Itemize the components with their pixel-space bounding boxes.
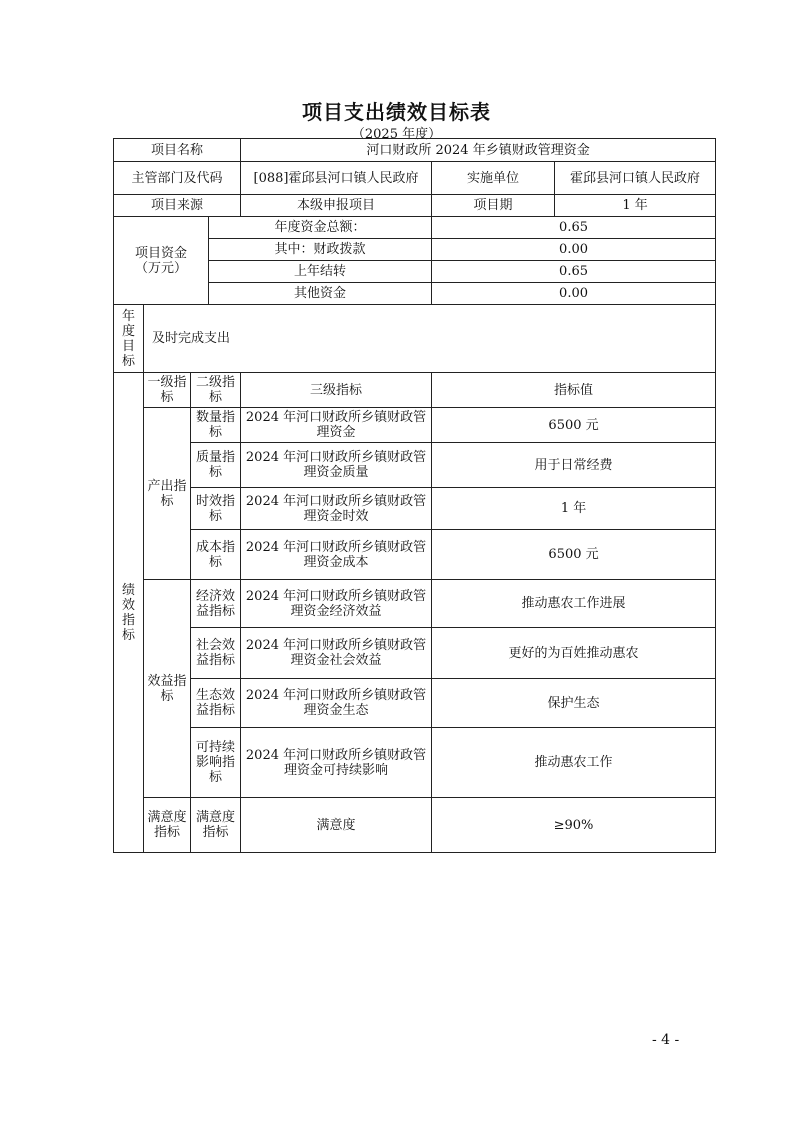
- period-label: 项目期: [432, 195, 555, 217]
- funds-row-label: 年度资金总额：: [209, 217, 432, 239]
- indicator-value-cell: 保护生态: [432, 679, 716, 728]
- funds-row-value: 0.00: [432, 283, 716, 305]
- funds-row-label: 其中：财政拨款: [209, 239, 432, 261]
- funds-row-value: 0.00: [432, 239, 716, 261]
- level2-cell: 可持续影响指标: [191, 728, 241, 798]
- performance-target-table: [113, 138, 716, 853]
- indicator-value-cell: 推动惠农工作进展: [432, 580, 716, 628]
- level3-cell: 2024 年河口财政所乡镇财政管理资金质量: [241, 443, 432, 488]
- level2-cell: 质量指标: [191, 443, 241, 488]
- impl-unit-label: 实施单位: [432, 162, 555, 195]
- level3-cell: 2024 年河口财政所乡镇财政管理资金成本: [241, 530, 432, 580]
- source-value: 本级申报项目: [241, 195, 432, 217]
- funds-label-line1: 项目资金: [134, 245, 187, 261]
- project-name-label: 项目名称: [114, 139, 241, 162]
- funds-row-label: 上年结转: [209, 261, 432, 283]
- level3-cell: 2024 年河口财政所乡镇财政管理资金可持续影响: [241, 728, 432, 798]
- impl-unit-value: 霍邱县河口镇人民政府: [555, 162, 716, 195]
- benefit-indicator-label: 效益指标: [144, 580, 191, 798]
- header-level2: 二级指标: [191, 373, 241, 408]
- document-title: 项目支出绩效目标表: [302, 100, 491, 124]
- level2-cell: 经济效益指标: [191, 580, 241, 628]
- dept-label: 主管部门及代码: [114, 162, 241, 195]
- level3-cell: 2024 年河口财政所乡镇财政管理资金时效: [241, 488, 432, 530]
- period-value: 1 年: [555, 195, 716, 217]
- indicator-value-cell: 6500 元: [432, 408, 716, 443]
- funds-label-line2: （万元）: [134, 260, 187, 276]
- source-label: 项目来源: [114, 195, 241, 217]
- indicator-value-cell: 6500 元: [432, 530, 716, 580]
- indicator-value-cell: ≥90%: [432, 798, 716, 853]
- level2-cell: 数量指标: [191, 408, 241, 443]
- funds-row-label: 其他资金: [209, 283, 432, 305]
- level2-cell: 生态效益指标: [191, 679, 241, 728]
- document-subtitle: （2025 年度）: [351, 127, 442, 142]
- level2-cell: 社会效益指标: [191, 628, 241, 679]
- annual-goal-value: 及时完成支出: [144, 305, 716, 373]
- indicator-value-cell: 推动惠农工作: [432, 728, 716, 798]
- indicator-value-cell: 更好的为百姓推动惠农: [432, 628, 716, 679]
- dept-value: [088]霍邱县河口镇人民政府: [241, 162, 432, 195]
- annual-goal-label: 年度目标: [114, 305, 144, 373]
- level2-cell: 成本指标: [191, 530, 241, 580]
- project-name-value: 河口财政所 2024 年乡镇财政管理资金: [241, 139, 716, 162]
- perf-indicator-label: 绩效指标: [114, 373, 144, 853]
- header-value: 指标值: [432, 373, 716, 408]
- funds-row-value: 0.65: [432, 261, 716, 283]
- satisfaction-indicator-label: 满意度指标: [144, 798, 191, 853]
- output-indicator-label: 产出指标: [144, 408, 191, 580]
- header-level3: 三级指标: [241, 373, 432, 408]
- indicator-value-cell: 1 年: [432, 488, 716, 530]
- level2-cell: 满意度指标: [191, 798, 241, 853]
- page-number: - 4 -: [652, 1032, 680, 1048]
- level2-cell: 时效指标: [191, 488, 241, 530]
- level3-cell: 2024 年河口财政所乡镇财政管理资金经济效益: [241, 580, 432, 628]
- level3-cell: 2024 年河口财政所乡镇财政管理资金生态: [241, 679, 432, 728]
- indicator-value-cell: 用于日常经费: [432, 443, 716, 488]
- level3-cell: 2024 年河口财政所乡镇财政管理资金社会效益: [241, 628, 432, 679]
- header-level1: 一级指标: [144, 373, 191, 408]
- level3-cell: 2024 年河口财政所乡镇财政管理资金: [241, 408, 432, 443]
- funds-row-value: 0.65: [432, 217, 716, 239]
- funds-label: [114, 217, 209, 305]
- level3-cell: 满意度: [241, 798, 432, 853]
